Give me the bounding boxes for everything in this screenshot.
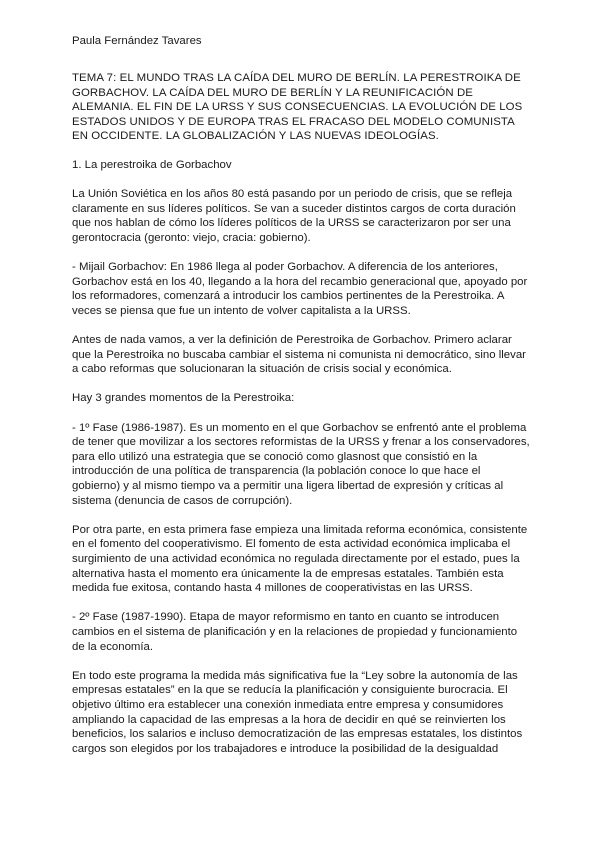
author-name: Paula Fernández Tavares: [72, 35, 202, 47]
paragraph-phase-2: - 2º Fase (1987-1990). Etapa de mayor reformismo en tanto en cuanto se introducen cambios en el sistema de planificación y en la relaciones de propiedad y funcionamiento de la economía.: [72, 611, 518, 653]
paragraph-gorbachov: - Mijail Gorbachov: En 1986 llega al poder Gorbachov. A diferencia de los anteriores, Gorbachov está en los 40, llegando a la hora del recambio generacional que, apoyado por los reformadores, comenzará a introducir los cambios pertinentes de la Perestroika. A veces se piensa que fue un intento de volver capitalista a la URSS.: [72, 261, 528, 317]
paragraph-phase-1: - 1º Fase (1986-1987). Es un momento en el que Gorbachov se enfrentó ante el problema de tener que movilizar a los sectores reformistas de la URSS y frenar a los conservadores, para ello utilizó una estrategia que se conoció como glasnost que consistió en la introducción de una política de transparencia (la población conoce lo que hace el gobierno) y al mismo tiempo va a permitir una ligera libertad de expresión y críticas al sistema (denuncia de casos de corrupción).: [72, 421, 530, 507]
section-heading: 1. La perestroika de Gorbachov: [72, 158, 232, 171]
paragraph-definition: Antes de nada vamos, a ver la definición de Perestroika de Gorbachov. Primero aclarar que la Perestroika no buscaba cambiar el sistema ni comunista ni democrático, sino llevar a cabo reformas que solucionaran la situación de crisis social y económica.: [72, 334, 526, 376]
paragraph-moments: Hay 3 grandes momentos de la Perestroika:: [72, 392, 295, 405]
paragraph-state-enterprises: En todo este programa la medida más significativa fue la “Ley sobre la autonomía de las empresas estatales” en la que se reducía la planificación y consiguiente burocracia. El objetivo último era establecer una conexión inmediata entre empresa y consumidores ampliando la capacidad de las empresas a la hora de decidir en qué se reinvierten los beneficios, los salarios e incluso democratización de las empresas estatales, los distintos cargos son elegidos por los trabajadores e introduce la posibilidad de la desigualdad: [72, 669, 523, 755]
paragraph-cooperativism: Por otra parte, en esta primera fase empieza una limitada reforma económica, consistente en el fomento del cooperativismo. El fomento de esta actividad económica implicaba el surgimiento de una actividad económica no regulada directamente por el estado, pues la alternativa hasta el momento era únicamente la de empresas estatales. También esta medida fue exitosa, contando hasta 4 millones de cooperativistas en las URSS.: [72, 523, 528, 595]
paragraph-crisis: La Unión Soviética en los años 80 está pasando por un periodo de crisis, que se refleja claramente en sus líderes políticos. Se van a suceder distintos cargos de corta duración que nos hablan de cómo los líderes políticos de la URSS se caracterizaron por ser una gerontocracia (geronto: viejo, cracia: gobierno).: [72, 188, 516, 244]
document-title: TEMA 7: EL MUNDO TRAS LA CAÍDA DEL MURO DE BERLÍN. LA PERESTROIKA DE GORBACHOV. LA CAÍDA DEL MURO DE BERLÍN Y LA REUNIFICACIÓN DE ALEMANIA. EL FIN DE LA URSS Y SUS CONSECUENCIAS. LA EVOLUCIÓN DE LOS ESTADOS UNIDOS Y DE EUROPA TRAS EL FRACASO DEL MODELO COMUNISTA EN OCCIDENTE. LA GLOBALIZACIÓN Y LAS NUEVAS IDEOLOGÍAS.: [72, 72, 523, 143]
